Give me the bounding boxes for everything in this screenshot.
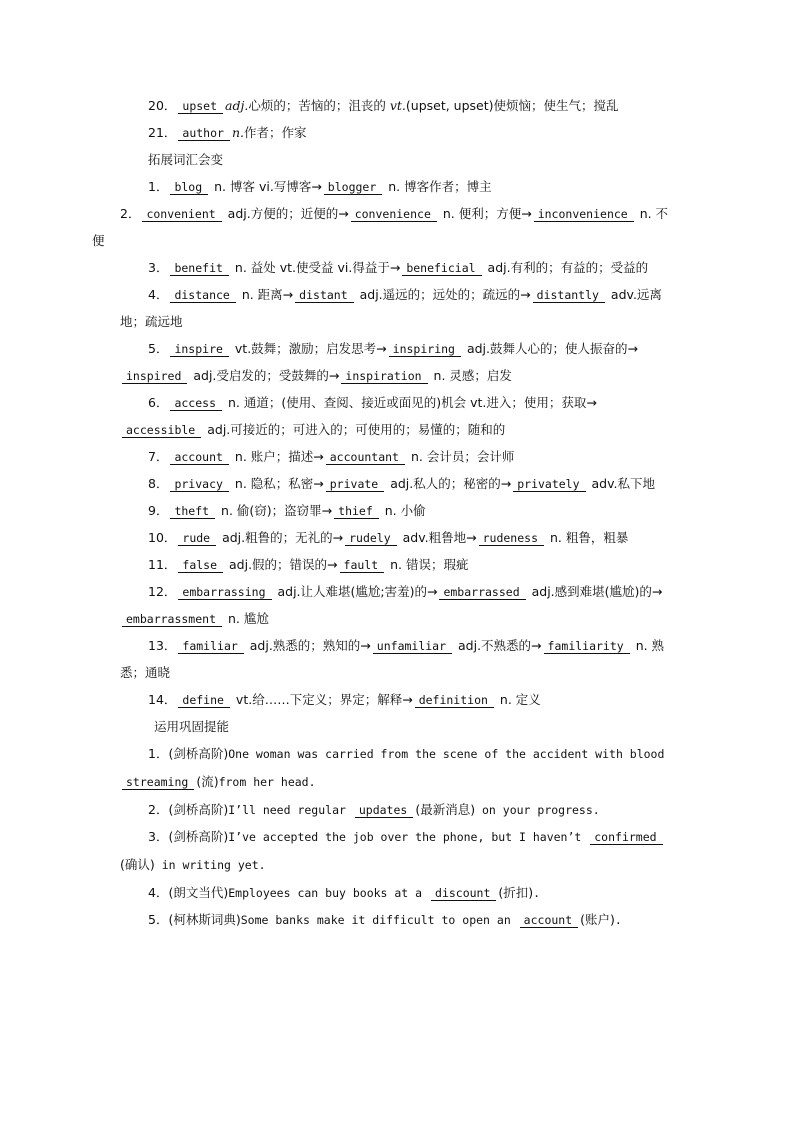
answer-blank: define	[178, 694, 230, 708]
answer-blank: false	[178, 559, 223, 573]
definition-text: n. 粗鲁，粗暴	[546, 530, 629, 545]
answer-blank: inspiration	[341, 370, 427, 384]
extend-item-10	[120, 524, 676, 551]
definition-text: adj.感到难堪(尴尬)的→	[527, 584, 663, 599]
extend-item-7	[120, 443, 676, 470]
definition-text: n. 熟悉；通晓	[120, 638, 665, 680]
answer-blank: confirmed	[590, 831, 662, 845]
answer-blank: privately	[513, 478, 585, 492]
item-number: 14．	[148, 692, 177, 707]
sentence-text: in writing yet.	[154, 858, 266, 872]
answer-blank: upset	[178, 100, 223, 114]
extend-item-9	[120, 497, 676, 524]
answer-blank: convenience	[351, 208, 437, 222]
sentence-text: One woman was carried from the scene of the accident with blood	[228, 747, 665, 761]
item-number: 4．	[148, 287, 169, 302]
answer-blank: account	[520, 914, 578, 928]
definition-text: (upset, upset)使烦恼；使生气；搅乱	[405, 98, 619, 113]
extend-item-14	[120, 686, 676, 713]
definition-text: n. 定义	[495, 692, 541, 707]
definition-text: n. 小偷	[380, 503, 426, 518]
item-number: 13．	[148, 638, 177, 653]
apply-item-1	[120, 740, 676, 796]
definition-text: n. 博客 vi.写博客→	[210, 179, 322, 194]
extend-item-6	[120, 389, 676, 443]
hint-text: (折扣)	[498, 885, 534, 900]
item-number: 3．	[148, 829, 169, 844]
definition-text: 作者；作家	[243, 125, 307, 140]
part-of-speech: n.	[231, 125, 244, 140]
hint-text: (确认)	[120, 857, 155, 872]
apply-item-3	[120, 823, 676, 879]
item-number: 4．	[148, 885, 169, 900]
answer-blank: private	[326, 478, 384, 492]
answer-blank: inspire	[170, 343, 228, 357]
definition-text: n. 益处 vt.使受益 vi.得益于→	[230, 260, 401, 275]
definition-text: n. 灵感；启发	[429, 368, 512, 383]
answer-blank: streaming	[122, 776, 194, 790]
item-number: 1．	[148, 746, 169, 761]
answer-blank: theft	[170, 505, 215, 519]
vocab-item-20	[120, 92, 676, 119]
answer-blank: familiarity	[544, 640, 630, 654]
apply-item-4	[120, 879, 676, 906]
item-number: 2．	[148, 802, 169, 817]
extend-item-1	[120, 173, 676, 200]
answer-blank: access	[170, 397, 222, 411]
answer-blank: updates	[355, 804, 413, 818]
item-number: 1．	[148, 179, 169, 194]
answer-blank: beneficial	[402, 262, 481, 276]
definition-text: n. 错误；瑕疵	[386, 557, 469, 572]
answer-blank: convenient	[142, 208, 221, 222]
definition-text: n. 尴尬	[224, 611, 269, 626]
answer-blank: inconvenience	[534, 208, 634, 222]
answer-blank: familiar	[178, 640, 243, 654]
section-heading-extend: 拓展词汇会变	[148, 152, 224, 167]
definition-text: n. 通道；(使用、查阅、接近或面见的)机会 vt.进入；使用；获取→	[224, 395, 597, 410]
answer-blank: definition	[415, 694, 494, 708]
sentence-text: from her head.	[218, 775, 316, 789]
extend-item-3	[120, 254, 676, 281]
answer-blank: embarrassment	[122, 613, 222, 627]
source-label: (剑桥高阶)	[168, 829, 229, 844]
definition-text: n. 账户；描述→	[230, 449, 324, 464]
hint-text: (最新消息)	[415, 802, 476, 817]
section-heading-apply: 运用巩固提能	[154, 719, 230, 734]
definition-text: adj.可接近的；可进入的；可使用的；易懂的；随和的	[203, 422, 506, 437]
answer-blank: embarrassed	[439, 586, 525, 600]
definition-text: adj.鼓舞人心的；使人振奋的→	[462, 341, 638, 356]
definition-text: vt.给……下定义；界定；解释→	[231, 692, 413, 707]
extend-item-8	[120, 470, 676, 497]
definition-text: n. 不便	[92, 206, 669, 248]
vocab-item-21	[120, 119, 676, 146]
sentence-text: on your progress.	[475, 803, 600, 817]
definition-text: n. 会计员；会计师	[407, 449, 515, 464]
answer-blank: discount	[431, 887, 496, 901]
answer-blank: benefit	[170, 262, 228, 276]
extend-item-13	[120, 632, 676, 686]
definition-text: vt.鼓舞；激励；启发思考→	[230, 341, 387, 356]
answer-blank: thief	[334, 505, 379, 519]
definition-text: adj.受启发的；受鼓舞的→	[189, 368, 340, 383]
answer-blank: account	[170, 451, 228, 465]
extend-item-5	[120, 335, 676, 389]
definition-text: adj.遥远的；远处的；疏远的→	[355, 287, 531, 302]
extend-item-11	[120, 551, 676, 578]
answer-blank: privacy	[170, 478, 228, 492]
item-number: 5．	[148, 341, 169, 356]
definition-text: adj.方便的；近便的→	[223, 206, 349, 221]
definition-text: n. 偷(窃)；盗窃罪→	[217, 503, 333, 518]
item-number: 5．	[148, 912, 169, 927]
definition-text: adj.粗鲁的；无礼的→	[218, 530, 344, 545]
item-number: 11．	[148, 557, 177, 572]
extend-item-12	[120, 578, 676, 632]
part-of-speech: adj.	[225, 98, 249, 113]
definition-text: n. 博客作者；博主	[384, 179, 492, 194]
answer-blank: rudely	[345, 532, 397, 546]
answer-blank: distance	[170, 289, 235, 303]
item-number: 12．	[148, 584, 177, 599]
definition-text: adj.让人难堪(尴尬;害羞)的→	[273, 584, 438, 599]
answer-blank: inspired	[122, 370, 187, 384]
item-number: 20．	[148, 98, 177, 113]
answer-blank: distant	[295, 289, 353, 303]
definition-text: adv.私下地	[587, 476, 655, 491]
part-of-speech: vt.	[389, 98, 406, 113]
item-number: 8．	[148, 476, 169, 491]
item-number: 6．	[148, 395, 169, 410]
item-number: 2．	[120, 206, 141, 221]
answer-blank: blogger	[324, 181, 382, 195]
item-number: 21．	[148, 125, 177, 140]
sentence-text: I’ll need regular	[228, 803, 353, 817]
sentence-text: .	[614, 913, 622, 927]
source-label: (剑桥高阶)	[168, 802, 229, 817]
definition-text: adj.有利的；有益的；受益的	[483, 260, 649, 275]
document-page	[92, 92, 676, 933]
extend-item-2	[92, 200, 676, 254]
answer-blank: accountant	[326, 451, 405, 465]
item-number: 9．	[148, 503, 169, 518]
extend-item-4	[120, 281, 676, 335]
definition-text: n. 隐私；私密→	[230, 476, 324, 491]
answer-blank: distantly	[533, 289, 605, 303]
definition-text: adj.私人的；秘密的→	[386, 476, 512, 491]
sentence-text: I’ve accepted the job over the phone, but I haven’t	[228, 830, 589, 844]
definition-text: n. 便利；方便→	[438, 206, 532, 221]
definition-text: 心烦的；苦恼的；沮丧的	[248, 98, 390, 113]
definition-text: adv.粗鲁地→	[398, 530, 477, 545]
definition-text: adj.不熟悉的→	[454, 638, 542, 653]
answer-blank: author	[178, 127, 230, 141]
sentence-text: Some banks make it difficult to open an	[240, 913, 518, 927]
apply-item-2	[120, 796, 676, 823]
sentence-text: .	[533, 886, 541, 900]
sentence-text: Employees can buy books at a	[228, 886, 430, 900]
hint-text: (流)	[196, 774, 219, 789]
answer-blank: rude	[178, 532, 216, 546]
answer-blank: embarrassing	[178, 586, 271, 600]
definition-text: adj.熟悉的；熟知的→	[245, 638, 371, 653]
source-label: (柯林斯词典)	[168, 912, 241, 927]
answer-blank: unfamiliar	[373, 640, 452, 654]
item-number: 10．	[148, 530, 177, 545]
item-number: 3．	[148, 260, 169, 275]
answer-blank: rudeness	[479, 532, 544, 546]
apply-item-5	[120, 906, 676, 933]
definition-text: adj.假的；错误的→	[225, 557, 338, 572]
definition-text: adv.远离地；疏远地	[120, 287, 662, 329]
hint-text: (账户)	[580, 912, 615, 927]
source-label: (朗文当代)	[168, 885, 229, 900]
answer-blank: accessible	[122, 424, 201, 438]
definition-text: n. 距离→	[237, 287, 294, 302]
answer-blank: fault	[340, 559, 385, 573]
answer-blank: blog	[170, 181, 208, 195]
answer-blank: inspiring	[389, 343, 461, 357]
source-label: (剑桥高阶)	[168, 746, 229, 761]
item-number: 7．	[148, 449, 169, 464]
